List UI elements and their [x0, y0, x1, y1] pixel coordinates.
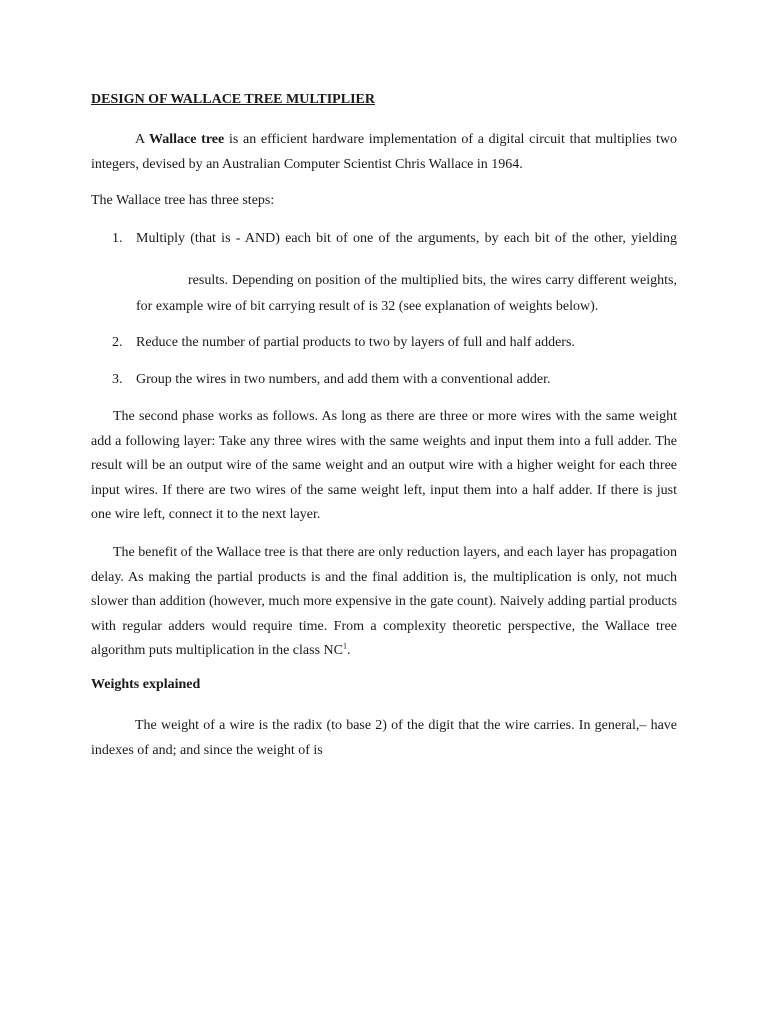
document-title: DESIGN OF WALLACE TREE MULTIPLIER: [91, 92, 375, 107]
intro-bold-term: Wallace tree: [149, 132, 225, 147]
list-number-1: 1.: [112, 231, 123, 246]
steps-intro: The Wallace tree has three steps:: [91, 193, 275, 208]
benefit-end: .: [346, 643, 351, 658]
list-item-3-text: Group the wires in two numbers, and add them with a conventional adder.: [136, 372, 551, 387]
list-item-1-continuation: results. Depending on position of the multiplied bits, the wires carry different weights, for example wire of bit carrying result of is 32 (see explanation of weights below).: [136, 273, 677, 314]
weights-paragraph: The weight of a wire is the radix (to base 2) of the digit that the wire carries. In general,– have indexes of and; and since the weight of is: [91, 718, 677, 758]
list-number-3: 3.: [112, 372, 123, 387]
intro-prefix: A: [135, 132, 150, 147]
weights-heading: Weights explained: [91, 677, 201, 692]
benefit-paragraph: [91, 541, 677, 664]
list-item-2-text: Reduce the number of partial products to two by layers of full and half adders.: [136, 335, 575, 350]
intro-paragraph: [91, 128, 677, 177]
second-phase-paragraph: The second phase works as follows. As long as there are three or more wires with the same weight add a following layer: Take any three wires with the same weights and input them into a full adder. The result will be an output wire of the same weight and an output wire with a higher weight for each three input wires. If there are two wires of the same weight left, input them into a half adder. If there is just one wire left, connect it to the next layer.: [91, 409, 677, 522]
benefit-superscript: 1: [342, 641, 347, 651]
list-number-2: 2.: [112, 335, 123, 350]
benefit-text: The benefit of the Wallace tree is that there are only reduction layers, and each layer has propagation delay. As making the partial products is and the final addition is, the multiplication is only, not much slower than addition (however, much more expensive in the gate count). Naively adding partial products with regular adders would require time. From a complexity theoretic perspective, the Wallace tree algorithm puts multiplication in the class NC: [91, 545, 677, 658]
list-item-1-line: Multiply (that is - AND) each bit of one of the arguments, by each bit of the other, yielding: [136, 231, 677, 246]
intro-rest: is an efficient hardware implementation of a digital circuit that multiplies two integers, devised by an Australian Computer Scientist Chris Wallace in 1964.: [91, 132, 677, 172]
